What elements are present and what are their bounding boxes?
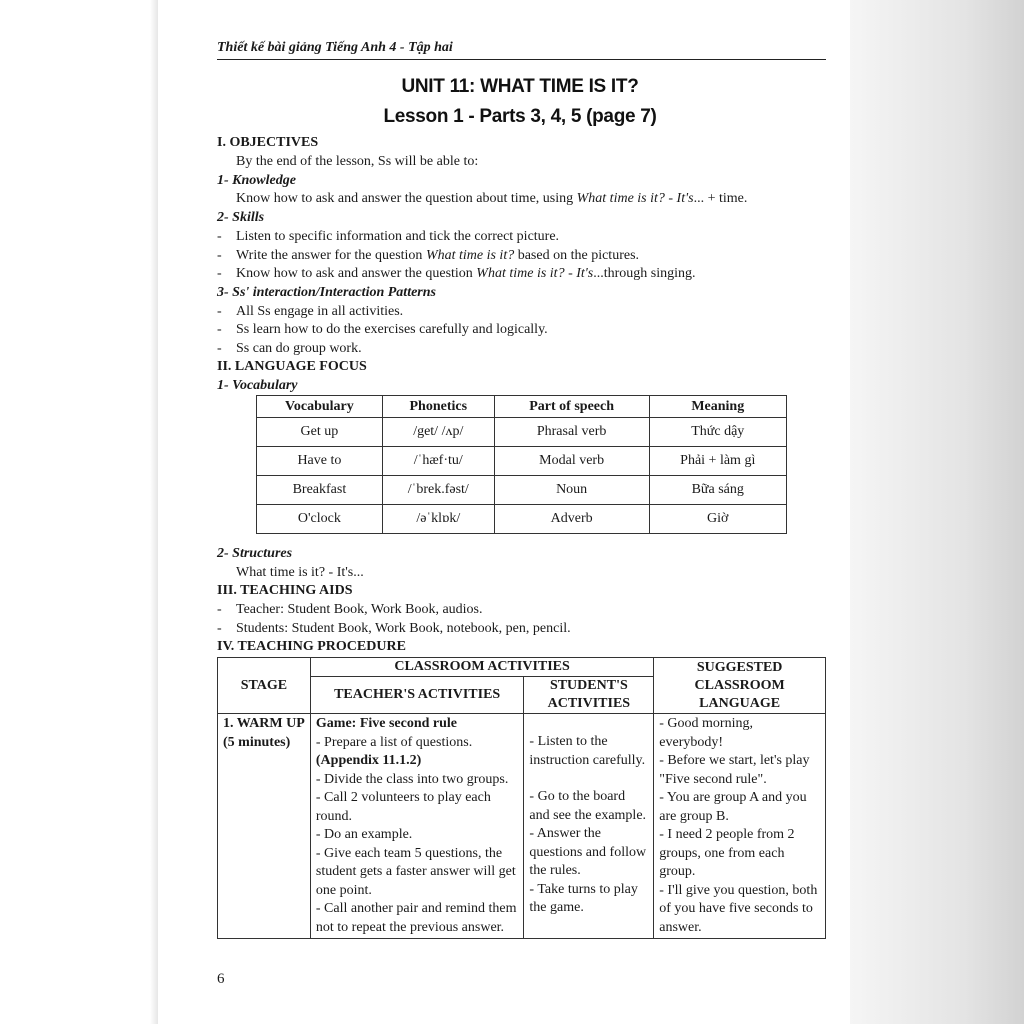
vocab-cell: Modal verb [494, 447, 649, 476]
vocab-col-header: Meaning [649, 396, 786, 418]
col-teacher-activities: TEACHER'S ACTIVITIES [310, 677, 524, 714]
structure-text: What time is it? - It's... [236, 565, 364, 580]
student-step: - Listen to the instruction carefully. [529, 734, 646, 768]
aids-teacher: Teacher: Student Book, Work Book, audios. [236, 602, 483, 617]
stage-cell [218, 714, 311, 939]
teacher-step: - Do an example. [315, 827, 413, 842]
scan-right-margin [844, 0, 1024, 1024]
running-header: Thiết kế bài giảng Tiếng Anh 4 - Tập hai [217, 40, 453, 55]
vocab-cell: Phrasal verb [494, 418, 649, 447]
header-rule [217, 59, 826, 60]
vocab-cell: Adverb [494, 505, 649, 534]
language-line: - Before we start, let's play "Five second rule". [659, 753, 810, 787]
table-row [218, 714, 826, 939]
document-page: Thiết kế bài giảng Tiếng Anh 4 - Tập hai UNIT 11: WHAT TIME IS IT? Lesson 1 - Parts 3, 4, 5 (page 7) I. OBJECTIVES By the end of the lesson, Ss will be able to: 1- Knowledge Know how to ask and answer the question about time, using What time is it? - It's... + time. 2- Skills - Listen to specific information and tick the correct picture. - Write the answer for the question What time is it? based on the pictures. - Know how to ask and answer the question What time is it? - It's...through singing. 3- Ss' interaction/Interaction Patterns - All Ss engage in all activities. - Ss learn how to do the exercises carefully and logically. - Ss can do group work. II. LANGUAGE FOCUS 1- Vocabulary Vocabulary Phonetics Part of speech Meaning Get up /get/ /ʌp/ Phrasal verb Thức dậy Have to /ˈhæf·tu/ Modal verb Phải + làm gì Breakfast /ˈbrek.fəst/ Noun Bữa sáng O'clock /əˈklɒk/ Adverb Giờ 2- Structures What time is it? - It's... III. TEACHING AIDS - Teacher: Student Book, Work Book, audios. - Students: Student Book, Work Book, notebook, pen, pencil. IV. TEACHING PROCEDURE STAGE CLASSROOM ACTIVITIES SUGGESTED CLASSROOM LANGUAGE TEACHER'S ACTIVITIES STUDENT'S ACTIVITIES 1. WARM UP (5 minutes) Game: Five second rule - Prepare a list of questions. (Appendix 11.1.2) - Divide the class into two groups. - Call 2 volunteers to play each round. - Do an example. - Give each team 5 questions, the student gets a faster answer will get one point. - Call another pair and remind them not to repeat the previous answer. - Listen to the instruction carefully. - Go to the board and see the example. - Answer the questions and follow the rules. - Take turns to play the game. - Good morning, everybody! - Before we start, let's play "Five second rule". - You are group A and you are group B. - I need 2 people from 2 groups, one from each group. - I'll give you question, both of you have five seconds to answer. 6 [160, 0, 850, 1024]
stage-name: 1. WARM UP [223, 716, 305, 731]
col-stage: STAGE [218, 658, 311, 714]
teacher-step: - Prepare a list of questions. [315, 734, 473, 750]
vocab-cell: /get/ /ʌp/ [382, 418, 494, 447]
procedure-heading: IV. TEACHING PROCEDURE [217, 639, 406, 654]
interaction-heading: 3- Ss' interaction/Interaction Patterns [217, 285, 436, 300]
unit-title: UNIT 11: WHAT TIME IS IT? [401, 76, 639, 97]
student-step: - Answer the questions and follow the rules. [529, 826, 647, 878]
procedure-table [217, 657, 826, 939]
vocab-cell: Noun [494, 476, 649, 505]
language-line: - Good morning, everybody! [659, 716, 753, 750]
student-activities-cell [524, 714, 654, 939]
vocab-cell: Get up [257, 418, 383, 447]
teacher-step: - Call another pair and remind them not to repeat the previous answer. [315, 901, 517, 935]
vocab-col-header: Phonetics [382, 396, 494, 418]
vocab-col-header: Part of speech [494, 396, 649, 418]
teacher-step: - Give each team 5 questions, the student gets a faster answer will get one point. [315, 845, 516, 898]
structures-heading: 2- Structures [217, 546, 293, 561]
appendix-ref: (Appendix 11.1.2) [315, 753, 422, 768]
interaction-item: All Ss engage in all activities. [236, 304, 404, 319]
vocab-cell: /ˈhæf·tu/ [382, 447, 494, 476]
aids-students: Students: Student Book, Work Book, notebook, pen, pencil. [236, 621, 571, 636]
skill-item: Write the answer for the question What time is it? based on the pictures. [236, 248, 640, 263]
vocabulary-heading: 1- Vocabulary [217, 378, 298, 393]
vocab-cell: Breakfast [257, 476, 383, 505]
skill-item: Know how to ask and answer the question What time is it? - It's...through singing. [236, 266, 696, 281]
skill-item: Listen to specific information and tick the correct picture. [236, 229, 560, 244]
objectives-heading: I. OBJECTIVES [217, 135, 319, 150]
table-row [257, 476, 787, 505]
table-row [257, 418, 787, 447]
skills-heading: 2- Skills [217, 210, 265, 225]
language-line: - I'll give you question, both of you have five seconds to answer. [659, 882, 818, 935]
vocab-cell: Have to [257, 447, 383, 476]
interaction-item: Ss learn how to do the exercises carefully and logically. [236, 322, 548, 337]
col-suggested-language: SUGGESTED CLASSROOM LANGUAGE [654, 658, 826, 714]
vocab-cell: /əˈklɒk/ [382, 505, 494, 534]
col-student-activities: STUDENT'S ACTIVITIES [524, 677, 654, 714]
knowledge-heading: 1- Knowledge [217, 173, 296, 188]
objectives-intro: By the end of the lesson, Ss will be able to: [236, 154, 479, 169]
vocab-col-header: Vocabulary [257, 396, 383, 418]
language-focus-heading: II. LANGUAGE FOCUS [217, 359, 367, 374]
interaction-item: Ss can do group work. [236, 341, 362, 356]
teacher-step: - Divide the class into two groups. [315, 771, 509, 787]
teacher-activities-cell [310, 714, 524, 939]
lesson-title: Lesson 1 - Parts 3, 4, 5 (page 7) [383, 106, 657, 127]
teacher-step: - Call 2 volunteers to play each round. [315, 790, 491, 824]
vocab-cell: Phải + làm gì [649, 447, 786, 476]
teaching-aids-heading: III. TEACHING AIDS [217, 583, 353, 598]
game-title: Game: Five second rule [315, 716, 458, 731]
student-step: - Take turns to play the game. [529, 881, 638, 915]
vocab-cell: O'clock [257, 505, 383, 534]
vocab-cell: Bữa sáng [649, 476, 786, 505]
vocab-cell: /ˈbrek.fəst/ [382, 476, 494, 505]
student-step: - Go to the board and see the example. [529, 789, 647, 823]
knowledge-text: Know how to ask and answer the question about time, using What time is it? - It's... + time. [236, 191, 748, 206]
stage-time: (5 minutes) [223, 734, 291, 750]
vocab-cell: Giờ [649, 505, 786, 534]
scan-left-margin [0, 0, 158, 1024]
vocab-cell: Thức dậy [649, 418, 786, 447]
language-line: - I need 2 people from 2 groups, one from each group. [659, 827, 795, 879]
vocabulary-table [256, 395, 787, 534]
language-line: - You are group A and you are group B. [659, 790, 807, 824]
col-classroom-activities: CLASSROOM ACTIVITIES [310, 658, 653, 677]
page-number: 6 [217, 971, 225, 987]
table-row [257, 505, 787, 534]
suggested-language-cell [654, 714, 826, 939]
table-row [257, 447, 787, 476]
